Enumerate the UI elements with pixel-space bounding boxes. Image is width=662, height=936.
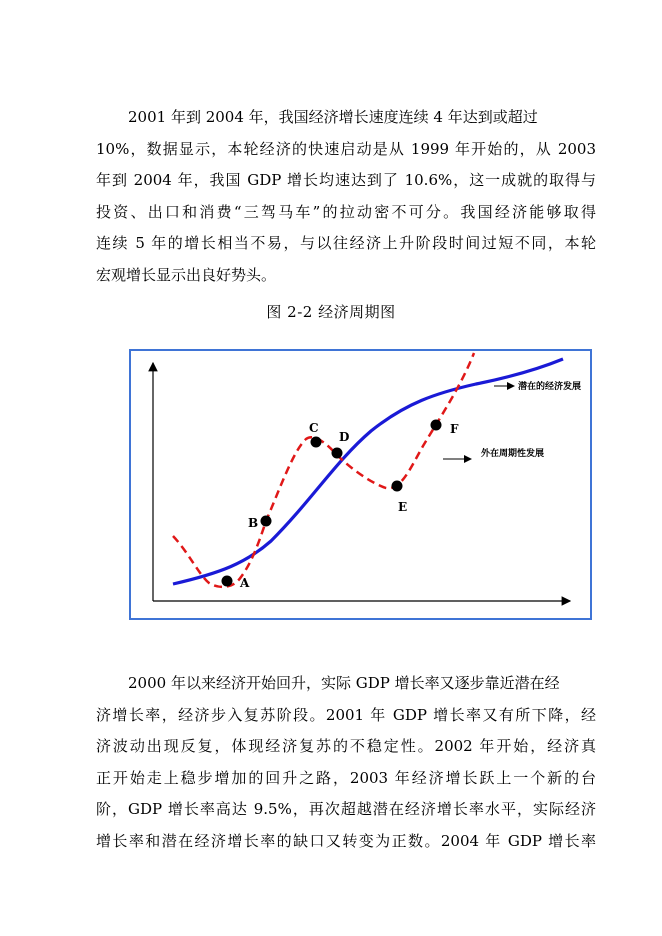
- paragraph-line: 10%，数据显示，本轮经济的快速启动是从 1999 年开始的，从 2003: [96, 139, 596, 158]
- paragraph-line: 宏观增长显示出良好势头。: [96, 265, 277, 284]
- point-c-label: C: [309, 421, 319, 435]
- economic-cycle-diagram: [131, 351, 590, 618]
- cyclical-growth-annotation: 外在周期性发展: [481, 449, 545, 459]
- paragraph-line: 济增长率，经济步入复苏阶段。2001 年 GDP 增长率又有所下降，经: [96, 705, 596, 724]
- cyclical-growth-curve: [173, 353, 474, 587]
- point-e-label: E: [398, 500, 408, 514]
- paragraph-line: 济波动出现反复，体现经济复苏的不稳定性。2002 年开始，经济真: [96, 737, 596, 756]
- paragraph-line: 增长率和潜在经济增长率的缺口又转变为正数。2004 年 GDP 增长率: [96, 831, 596, 850]
- point-e-marker: [392, 481, 403, 492]
- point-f-label: F: [450, 422, 459, 436]
- point-a-marker: [222, 576, 233, 587]
- potential-growth-curve: [173, 359, 563, 584]
- point-f-marker: [431, 420, 442, 431]
- paragraph-line: 2000 年以来经济开始回升，实际 GDP 增长率又逐步靠近潜在经: [128, 674, 560, 692]
- point-a-label: A: [240, 576, 250, 590]
- paragraph-line: 2001 年到 2004 年，我国经济增长速度连续 4 年达到或超过: [128, 108, 538, 126]
- point-b-marker: [261, 516, 272, 527]
- paragraph-1: [96, 102, 596, 292]
- point-d-label: D: [339, 430, 350, 444]
- point-b-label: B: [248, 516, 259, 530]
- paragraph-2: [96, 668, 596, 858]
- point-d-marker: [332, 448, 343, 459]
- paragraph-line: 阶，GDP 增长率高达 9.5%，再次超越潜在经济增长率水平，实际经济: [96, 800, 596, 819]
- paragraph-line: 连续 5 年的增长相当不易，与以往经济上升阶段时间过短不同，本轮: [96, 234, 596, 253]
- paragraph-line: 投资、出口和消费“三驾马车”的拉动密不可分。我国经济能够取得: [96, 202, 596, 221]
- economic-cycle-figure: [129, 349, 592, 620]
- paragraph-line: 年到 2004 年，我国 GDP 增长均速达到了 10.6%，这一成就的取得与: [96, 171, 596, 190]
- paragraph-line: 正开始走上稳步增加的回升之路，2003 年经济增长跃上一个新的台: [96, 768, 596, 787]
- point-c-marker: [311, 437, 322, 448]
- figure-caption: 图 2-2 经济周期图: [266, 303, 396, 321]
- potential-growth-annotation: 潜在的经济发展: [518, 382, 582, 392]
